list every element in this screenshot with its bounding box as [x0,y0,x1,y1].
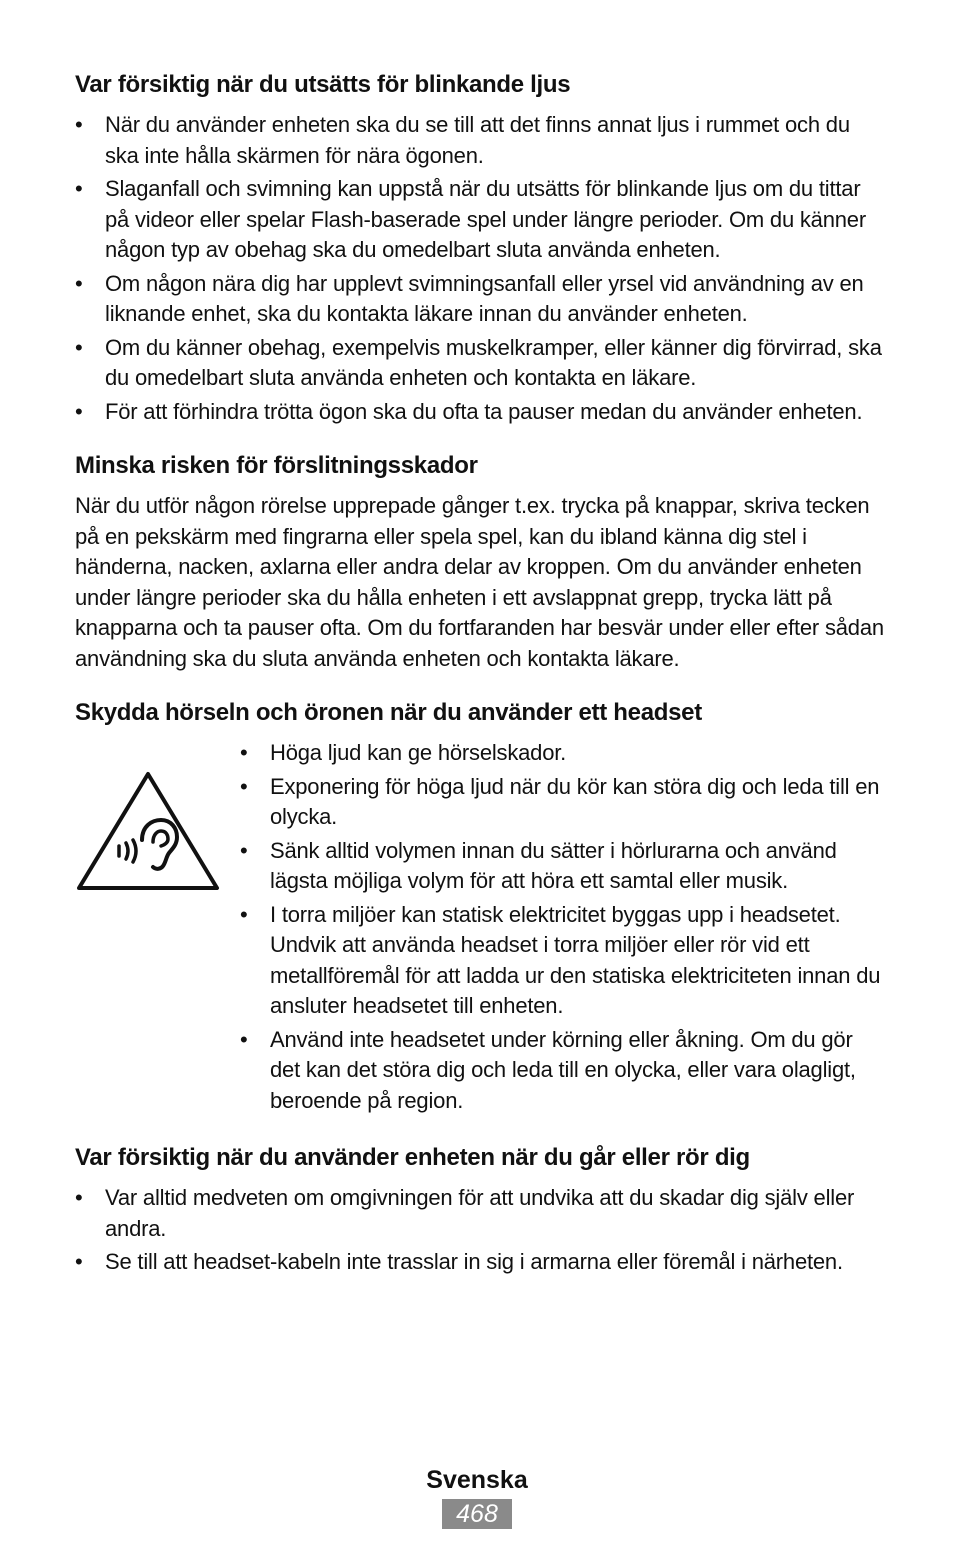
list-item: • Exponering för höga ljud när du kör kan störa dig och leda till en olycka. [240,773,880,829]
section-heading: Minska risken för förslitningsskador [75,452,478,479]
language-label: Svenska [426,1466,528,1494]
headset-content [75,738,885,1119]
list-item: • För att förhindra trötta ögon ska du ofta ta pauser medan du använder enheten. [75,398,863,424]
list-item: • När du använder enheten ska du se till att det finns annat ljus i rummet och du ska inte hålla skärmen för nära ögonen. [75,112,850,168]
hearing-warning-icon [75,770,221,892]
document-page [75,68,885,1300]
section-repetitive-strain [75,449,885,674]
list-item: • Slaganfall och svimning kan uppstå när du utsätts för blinkande ljus om du tittar på videor eller spelar Flash-baserade spel under längre perioder. Om du känner någon typ av obehag ska du omedelbart sluta använda enheten. [75,176,866,262]
page-number: 468 [442,1499,512,1529]
list-item: • Se till att headset-kabeln inte trasslar in sig i armarna eller föremål i närheten. [75,1249,843,1274]
section-walking [75,1141,885,1278]
section-hearing [75,696,885,1119]
bullet-list [75,110,885,427]
page-footer [0,1463,954,1529]
section-flashing-light [75,68,885,427]
bullet-list [75,1183,885,1278]
section-heading: Skydda hörseln och öronen när du använder ett headset [75,699,702,726]
list-item: • Om du känner obehag, exempelvis muskelkramper, eller känner dig förvirrad, ska du omedelbart sluta använda enheten och kontakta en läkare. [75,334,882,390]
list-item: • Om någon nära dig har upplevt svimningsanfall eller yrsel vid användning av en liknande enhet, ska du kontakta läkare innan du använder enheten. [75,270,864,326]
list-item: • Höga ljud kan ge hörselskador. [240,740,567,765]
section-heading: Var försiktig när du utsätts för blinkande ljus [75,71,571,98]
list-item: • Använd inte headsetet under körning eller åkning. Om du gör det kan det störa dig och leda till en olycka, eller vara olagligt, beroende på region. [240,1026,856,1113]
list-item: • Var alltid medveten om omgivningen för att undvika att du skadar dig själv eller andra. [75,1185,855,1241]
list-item: • I torra miljöer kan statisk elektricitet byggas upp i headsetet. Undvik att använda headset i torra miljöer eller rör vid ett metallföremål för att ladda ur den statiska elektriciteten innan du ansluter headsetet till enheten. [240,901,881,1018]
list-item: • Sänk alltid volymen innan du sätter i hörlurarna och använd lägsta möjliga volym för att höra ett samtal eller musik. [240,837,837,893]
section-paragraph: När du utför någon rörelse upprepade gånger t.ex. trycka på knappar, skriva tecken på en pekskärm med fingrarna eller spela spel, kan du ibland känna dig stel i händerna, nacken, axlarna eller andra delar av kroppen. Om du använder enheten under längre perioder ska du hålla enheten i ett avslappnat grepp, trycka lätt på knapparna och ta pauser ofta. Om du fortfaranden har besvär under eller efter sådan användning ska du sluta använda enheten och kontakta läkare. [75,493,884,671]
section-heading: Var försiktig när du använder enheten när du går eller rör dig [75,1144,750,1171]
bullet-list [240,738,885,1119]
